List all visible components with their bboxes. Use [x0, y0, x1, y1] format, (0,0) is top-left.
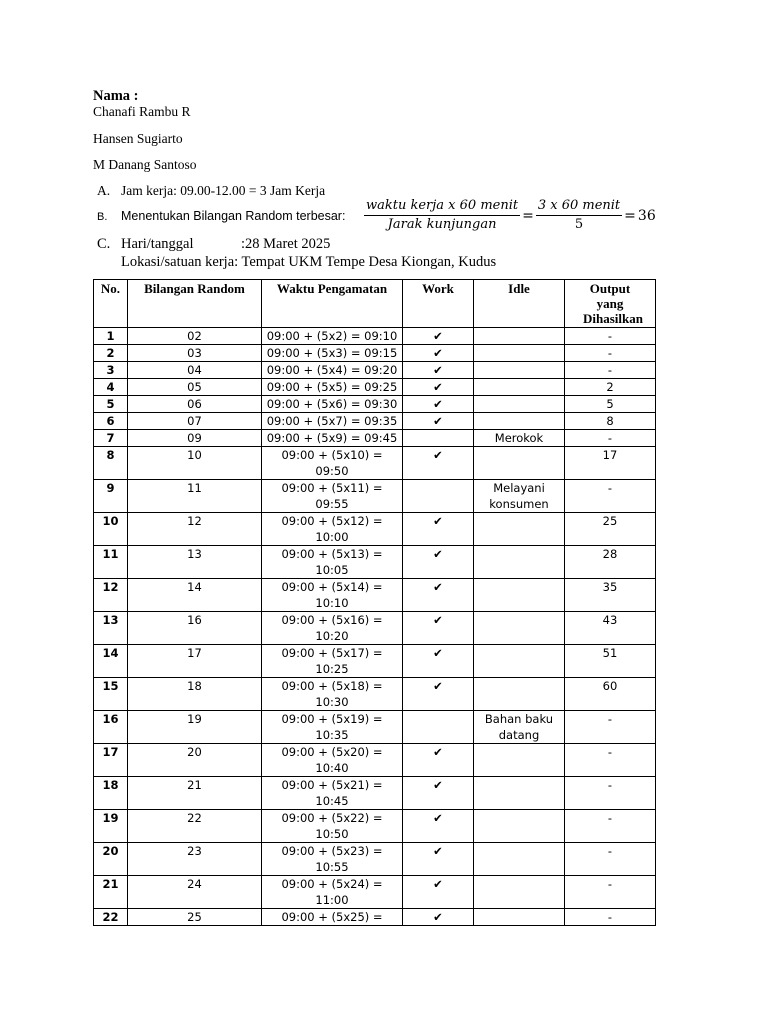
cell-random: 17	[128, 645, 262, 678]
cell-random: 04	[128, 362, 262, 379]
header-no: No.	[94, 280, 128, 328]
cell-time: 09:00 + (5x9) = 09:45	[262, 430, 403, 447]
cell-idle	[474, 379, 565, 396]
cell-work: ✔	[403, 678, 474, 711]
cell-no: 22	[94, 909, 128, 926]
fraction-numerator: waktu kerja x 60 menit	[364, 198, 520, 216]
cell-work: ✔	[403, 909, 474, 926]
cell-idle: Bahan baku datang	[474, 711, 565, 744]
cell-idle	[474, 396, 565, 413]
cell-time: 09:00 + (5x23) = 10:55	[262, 843, 403, 876]
cell-time: 09:00 + (5x16) = 10:20	[262, 612, 403, 645]
table-row	[94, 777, 656, 810]
cell-no: 7	[94, 430, 128, 447]
cell-output: -	[565, 328, 656, 345]
cell-output: -	[565, 843, 656, 876]
equals-sign: =	[624, 207, 636, 224]
cell-time: 09:00 + (5x13) = 10:05	[262, 546, 403, 579]
table-row	[94, 328, 656, 345]
item-c-text: Hari/tanggal	[121, 236, 194, 252]
item-b-text: Menentukan Bilangan Random terbesar:	[121, 209, 346, 223]
cell-output: -	[565, 362, 656, 379]
cell-output: 2	[565, 379, 656, 396]
cell-random: 11	[128, 480, 262, 513]
header-bilangan-random: Bilangan Random	[128, 280, 262, 328]
cell-output: -	[565, 345, 656, 362]
table-row	[94, 362, 656, 379]
cell-work: ✔	[403, 645, 474, 678]
cell-random: 14	[128, 579, 262, 612]
cell-work: ✔	[403, 843, 474, 876]
table-row	[94, 678, 656, 711]
cell-random: 13	[128, 546, 262, 579]
cell-time: 09:00 + (5x4) = 09:20	[262, 362, 403, 379]
cell-no: 10	[94, 513, 128, 546]
cell-time: 09:00 + (5x22) = 10:50	[262, 810, 403, 843]
cell-idle	[474, 678, 565, 711]
cell-no: 17	[94, 744, 128, 777]
cell-output: -	[565, 744, 656, 777]
cell-idle	[474, 777, 565, 810]
cell-output: -	[565, 909, 656, 926]
cell-idle	[474, 843, 565, 876]
table-row	[94, 612, 656, 645]
cell-time: 09:00 + (5x18) = 10:30	[262, 678, 403, 711]
cell-time: 09:00 + (5x25) =	[262, 909, 403, 926]
cell-output: -	[565, 711, 656, 744]
table-row	[94, 447, 656, 480]
table-row	[94, 546, 656, 579]
member-name: Chanafi Rambu R	[93, 104, 191, 119]
cell-output: 17	[565, 447, 656, 480]
item-a-text: Jam kerja: 09.00-12.00 = 3 Jam Kerja	[121, 183, 326, 198]
cell-no: 21	[94, 876, 128, 909]
location-line: Lokasi/satuan kerja: Tempat UKM Tempe Desa Kiongan, Kudus	[121, 254, 497, 270]
table-row	[94, 909, 656, 926]
cell-output: 51	[565, 645, 656, 678]
table-row	[94, 396, 656, 413]
cell-random: 16	[128, 612, 262, 645]
table-row	[94, 579, 656, 612]
cell-time: 09:00 + (5x10) = 09:50	[262, 447, 403, 480]
cell-output: -	[565, 876, 656, 909]
cell-idle	[474, 645, 565, 678]
cell-time: 09:00 + (5x24) = 11:00	[262, 876, 403, 909]
cell-random: 25	[128, 909, 262, 926]
cell-no: 4	[94, 379, 128, 396]
cell-time: 09:00 + (5x11) = 09:55	[262, 480, 403, 513]
cell-work: ✔	[403, 396, 474, 413]
item-a	[97, 183, 325, 199]
cell-idle	[474, 612, 565, 645]
cell-time: 09:00 + (5x19) = 10:35	[262, 711, 403, 744]
cell-output: 60	[565, 678, 656, 711]
cell-time: 09:00 + (5x3) = 09:15	[262, 345, 403, 362]
cell-random: 12	[128, 513, 262, 546]
cell-random: 06	[128, 396, 262, 413]
cell-no: 5	[94, 396, 128, 413]
fraction-denominator: 5	[574, 217, 584, 232]
cell-work: ✔	[403, 777, 474, 810]
cell-work: ✔	[403, 546, 474, 579]
cell-work: ✔	[403, 612, 474, 645]
cell-no: 8	[94, 447, 128, 480]
cell-idle: Melayani konsumen	[474, 480, 565, 513]
cell-no: 2	[94, 345, 128, 362]
cell-work: ✔	[403, 379, 474, 396]
cell-time: 09:00 + (5x2) = 09:10	[262, 328, 403, 345]
cell-time: 09:00 + (5x21) = 10:45	[262, 777, 403, 810]
cell-idle	[474, 744, 565, 777]
cell-idle: Merokok	[474, 430, 565, 447]
header-output: Output yang Dihasilkan	[565, 280, 656, 328]
cell-output: 28	[565, 546, 656, 579]
cell-output: 8	[565, 413, 656, 430]
table-row	[94, 480, 656, 513]
fraction-numerator: 3 x 60 menit	[536, 198, 622, 216]
cell-time: 09:00 + (5x12) = 10:00	[262, 513, 403, 546]
cell-output: 25	[565, 513, 656, 546]
table-row	[94, 345, 656, 362]
table-row	[94, 711, 656, 744]
cell-no: 15	[94, 678, 128, 711]
cell-work: ✔	[403, 744, 474, 777]
formula-fraction-1	[364, 198, 520, 233]
cell-work: ✔	[403, 513, 474, 546]
cell-idle	[474, 328, 565, 345]
cell-random: 23	[128, 843, 262, 876]
cell-idle	[474, 876, 565, 909]
cell-random: 09	[128, 430, 262, 447]
cell-idle	[474, 447, 565, 480]
table-header-row	[94, 280, 656, 328]
cell-no: 12	[94, 579, 128, 612]
date-value: :28 Maret 2025	[241, 236, 331, 252]
cell-work: ✔	[403, 810, 474, 843]
cell-no: 20	[94, 843, 128, 876]
cell-no: 18	[94, 777, 128, 810]
cell-random: 24	[128, 876, 262, 909]
cell-random: 21	[128, 777, 262, 810]
cell-no: 9	[94, 480, 128, 513]
cell-no: 13	[94, 612, 128, 645]
cell-work	[403, 430, 474, 447]
table-row	[94, 744, 656, 777]
cell-work: ✔	[403, 876, 474, 909]
cell-time: 09:00 + (5x20) = 10:40	[262, 744, 403, 777]
table-row	[94, 843, 656, 876]
header-idle: Idle	[474, 280, 565, 328]
cell-no: 1	[94, 328, 128, 345]
cell-no: 3	[94, 362, 128, 379]
item-a-label: A.	[97, 183, 111, 198]
item-c	[97, 236, 331, 253]
header-waktu-pengamatan: Waktu Pengamatan	[262, 280, 403, 328]
item-b-label: B.	[97, 211, 108, 223]
cell-work: ✔	[403, 362, 474, 379]
table-row	[94, 810, 656, 843]
cell-idle	[474, 345, 565, 362]
cell-random: 03	[128, 345, 262, 362]
cell-work: ✔	[403, 328, 474, 345]
table-row	[94, 379, 656, 396]
cell-work: ✔	[403, 345, 474, 362]
cell-idle	[474, 909, 565, 926]
cell-random: 02	[128, 328, 262, 345]
cell-no: 11	[94, 546, 128, 579]
cell-random: 05	[128, 379, 262, 396]
random-formula	[364, 198, 656, 233]
formula-fraction-2	[536, 198, 622, 233]
table-row	[94, 645, 656, 678]
cell-work	[403, 480, 474, 513]
member-name: M Danang Santoso	[93, 157, 197, 172]
table-row	[94, 876, 656, 909]
cell-idle	[474, 513, 565, 546]
cell-idle	[474, 579, 565, 612]
cell-work: ✔	[403, 579, 474, 612]
cell-output: -	[565, 777, 656, 810]
cell-idle	[474, 362, 565, 379]
cell-time: 09:00 + (5x17) = 10:25	[262, 645, 403, 678]
nama-label: Nama :	[93, 88, 139, 104]
cell-no: 16	[94, 711, 128, 744]
cell-time: 09:00 + (5x6) = 09:30	[262, 396, 403, 413]
cell-output: -	[565, 810, 656, 843]
cell-random: 19	[128, 711, 262, 744]
cell-idle	[474, 413, 565, 430]
cell-output: 43	[565, 612, 656, 645]
cell-work: ✔	[403, 413, 474, 430]
cell-output: 35	[565, 579, 656, 612]
header-work: Work	[403, 280, 474, 328]
cell-no: 6	[94, 413, 128, 430]
cell-time: 09:00 + (5x14) = 10:10	[262, 579, 403, 612]
item-b	[97, 209, 345, 223]
table-row	[94, 430, 656, 447]
cell-output: -	[565, 480, 656, 513]
cell-idle	[474, 546, 565, 579]
observation-table	[93, 279, 656, 926]
cell-random: 07	[128, 413, 262, 430]
cell-no: 19	[94, 810, 128, 843]
equals-sign: =	[522, 207, 534, 224]
fraction-denominator: Jarak kunjungan	[387, 217, 497, 232]
cell-random: 22	[128, 810, 262, 843]
item-c-label: C.	[97, 236, 111, 252]
cell-output: -	[565, 430, 656, 447]
cell-time: 09:00 + (5x5) = 09:25	[262, 379, 403, 396]
cell-time: 09:00 + (5x7) = 09:35	[262, 413, 403, 430]
cell-random: 20	[128, 744, 262, 777]
cell-work	[403, 711, 474, 744]
cell-idle	[474, 810, 565, 843]
table-row	[94, 513, 656, 546]
cell-output: 5	[565, 396, 656, 413]
table-row	[94, 413, 656, 430]
cell-no: 14	[94, 645, 128, 678]
cell-random: 10	[128, 447, 262, 480]
cell-random: 18	[128, 678, 262, 711]
cell-work: ✔	[403, 447, 474, 480]
formula-result: 36	[637, 207, 656, 224]
member-name: Hansen Sugiarto	[93, 131, 183, 146]
